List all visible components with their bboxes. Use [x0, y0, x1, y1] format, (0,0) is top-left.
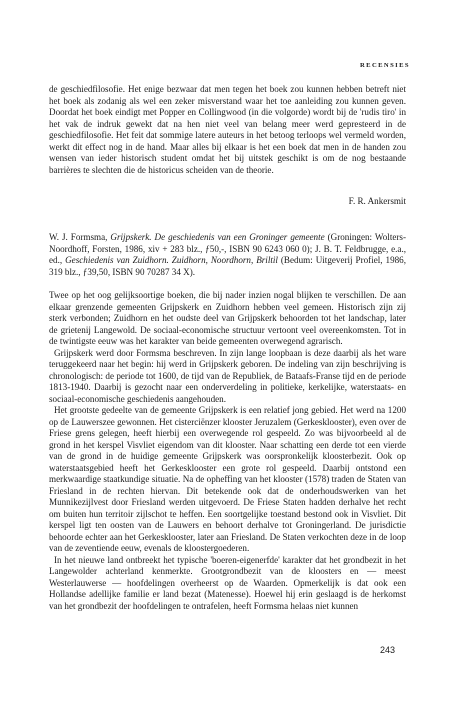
review-body [49, 290, 406, 612]
intro-paragraph: de geschiedfilosofie. Het enige bezwaar dat men tegen het boek zou kunnen hebben betreft niet het boek als zodanig als wel een zeker misverstand waar het toe aanleiding zou kunnen geven. Doordat het boek eindigt met Popper en Collingwood (in die volgorde) wordt bij de 'rudis tiro' in het vak de indruk gewekt dat na hen niet veel van belang meer werd gepresteerd in de geschiedfilosofie. Het feit dat sommige latere auteurs in het betoog terloops wel vermeld worden, werkt dit effect nog in de hand. Maar alles bij elkaar is het een boek dat men in de handen zou wensen van ieder historisch student omdat het bij uitstek geschikt is om de nog bestaande barrières te slechten die de historicus scheiden van de theorie. [49, 84, 406, 175]
biblio-details-2: (Bedum: Uitgeverij Profiel, 1986, 319 blz., ƒ39,50, ISBN 90 70287 34 X). [49, 255, 406, 277]
reviewer-signature: F. R. Ankersmit [348, 196, 406, 206]
biblio-author-1: W. J. Formsma, [49, 232, 111, 242]
review-paragraph-2: Grijpskerk werd door Formsma beschreven. In zijn lange loopbaan is deze daarbij als het ware teruggekeerd naar het begin: hij werd in Grijpskerk geboren. De indeling van zijn beschrijving is chronologisch: de periode tot 1600, de tijd van de Republiek, de Bataafs-Franse tijd en de periode 1813-1940. Daarbij is gezocht naar een onderverdeling in politieke, kerkelijke, waterstaats- en sociaal-economische geschiedenis aangehouden. [49, 347, 406, 404]
biblio-title-1: Grijpskerk. De geschiedenis van een Groninger gemeente [110, 232, 325, 242]
review-paragraph-3: Het grootste gedeelte van de gemeente Grijpskerk is een relatief jong gebied. Het werd na 1200 op de Lauwerszee gewonnen. Het cisterciënzer klooster Jeruzalem (Gerkesklooster), even over de Friese grens gelegen, heeft hierbij een overwegende rol gespeeld. Zo was bijvoorbeeld al de grond in het kerspel Visvliet eigendom van dit klooster. Naar schatting een derde tot een vierde van de grond in de huidige gemeente Grijpskerk was oorspronkelijk kloosterbezit. Ook op waterstaatsgebied heeft het Gerkesklooster een grote rol gespeeld. Daarbij ontstond een merkwaardige staatkundige situatie. Na de opheffing van het klooster (1578) traden de Staten van Friesland in de rechten hiervan. Dit betekende ook dat de onderhoudswerken van het Munnikezijlvest door Friesland werden uitgevoerd. De Friese Staten hadden derhalve het recht om buiten hun territoir zijlschot te heffen. Een soortgelijke toestand bestond ook in Visvliet. Dit kerspel ligt ten oosten van de Lauwers en behoort derhalve tot Groningerland. De jurisdictie behoorde echter aan het Gerkesklooster, later aan Friesland. De Staten verkochten deze in de loop van de zeventiende eeuw, evenals de kloostergoederen. [49, 405, 406, 553]
biblio-details-1: (Groningen: Wolters-Noordhoff, Forsten, 1986, xiv + 283 blz., ƒ50,-, ISBN 90 6243 060 0); J. B. T. Feldbrugge, e.a., ed., [49, 232, 406, 265]
running-head: RECENSIES [360, 62, 410, 69]
page-number: 243 [380, 645, 396, 655]
review-paragraph-4: In het nieuwe land ontbreekt het typische 'boeren-eigenerfde' karakter dat het grondbezit in het Langewolder achterland kenmerkte. Grootgrondbezit van de kloosters en — meest Westerlauwerse — hoofdelingen overheerst op de Waarden. Opmerkelijk is dat ook een Hollandse adellijke familie er land bezat (Matenesse). Hoewel hij erin geslaagd is de herkomst van het grondbezit der hoofdelingen te ontrafelen, heeft Formsma helaas niet kunnen [49, 554, 406, 611]
biblio-title-2: Geschiedenis van Zuidhorn. Zuidhorn, Noordhorn, Briltil [65, 255, 278, 265]
review-paragraph-1: Twee op het oog gelijksoortige boeken, die bij nader inzien nogal blijken te verschillen. De aan elkaar grenzende gemeenten Grijpskerk en Zuidhorn hebben veel gemeen. Historisch zijn zij sterk verbonden; Zuidhorn en het oudste deel van Grijpskerk behoorden tot het landschap, later de grietenij Langewold. De sociaal-economische structuur vertoont veel overeenkomsten. Tot in de twintigste eeuw was het karakter van beide gemeenten overwegend agrarisch. [49, 290, 406, 346]
bibliographic-entry [49, 232, 406, 278]
